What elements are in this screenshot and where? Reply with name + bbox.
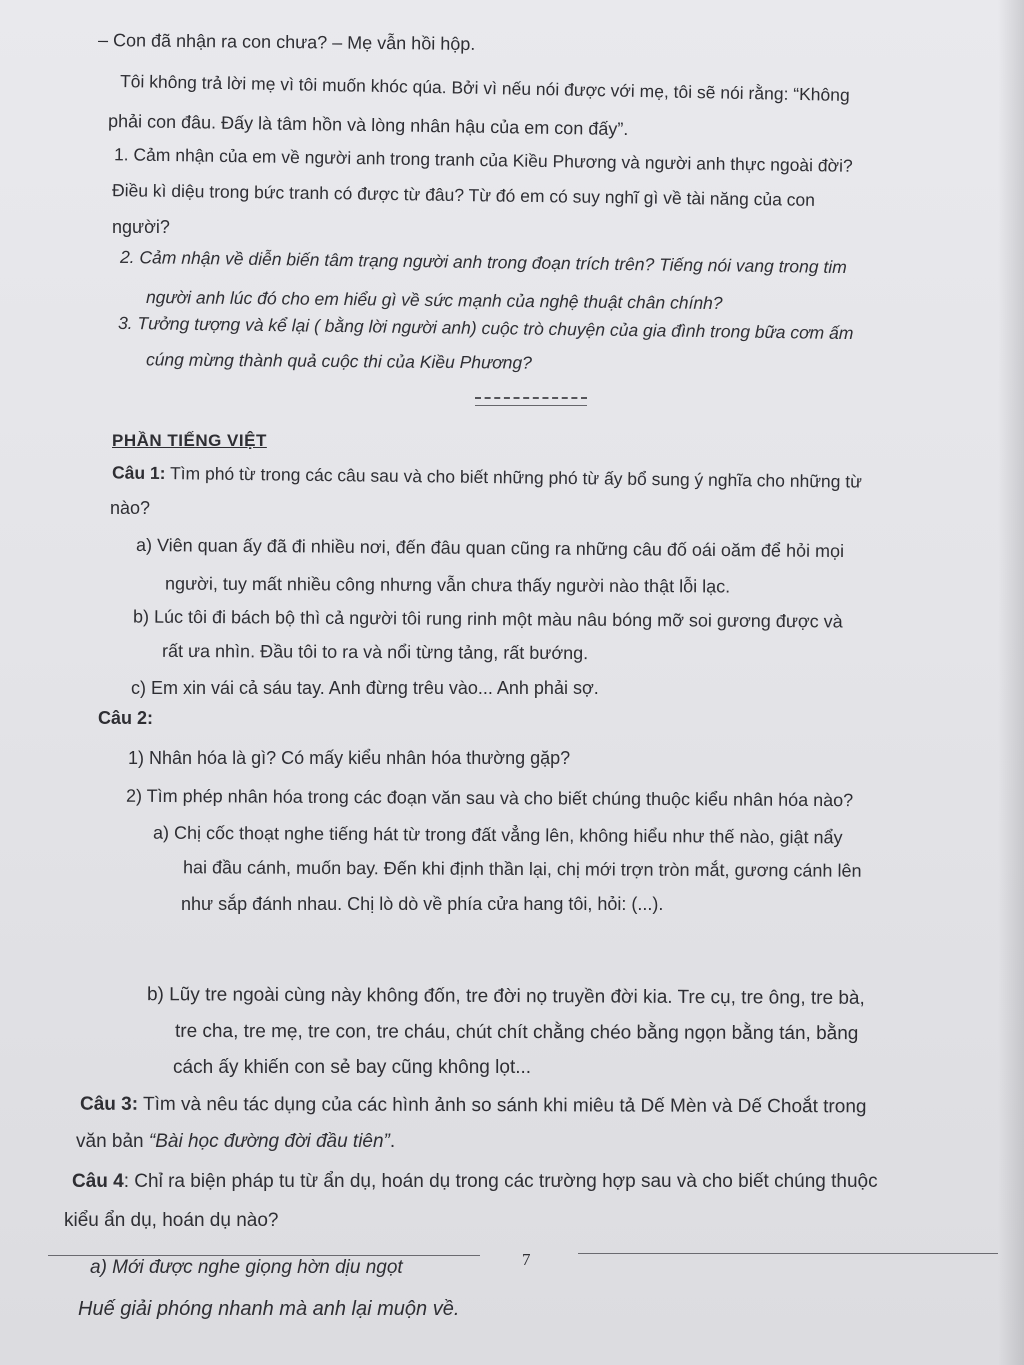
cau2-a-line-3: như sắp đánh nhau. Chị lò dò về phía cửa hang tôi, hỏi: (...). xyxy=(181,894,664,914)
cau3-text-title: “Bài học đường đời đầu tiên” xyxy=(148,1131,390,1152)
section-divider xyxy=(475,397,587,399)
cau3-text-prefix: văn bản xyxy=(76,1131,149,1152)
cau2-a-line-2: hai đầu cánh, muốn bay. Đến khi định thần lại, chị mới trợn tròn mắt, gương cánh lên xyxy=(182,857,862,881)
cau2-item-1: 1) Nhân hóa là gì? Có mấy kiểu nhân hóa thường gặp? xyxy=(128,748,571,768)
cau1-label: Câu 1: xyxy=(111,462,166,484)
cau2-a-line-1: a) Chị cốc thoạt nghe tiếng hát từ trong đất vẳng lên, không hiểu như thế nào, giật nẩy xyxy=(152,822,843,848)
cau3-label: Câu 3: xyxy=(79,1093,139,1115)
story-line-2: Tôi không trả lời mẹ vì tôi muốn khóc qúa. Bởi vì nếu nói được với mẹ, tôi sẽ nói rằng: “Không xyxy=(119,70,850,106)
cau4-label: Câu 4 xyxy=(72,1171,124,1192)
cau4-line-1 xyxy=(72,1170,878,1194)
cau3-text-suffix: . xyxy=(389,1131,396,1152)
reading-question-1-line-1: 1. Cảm nhận của em về người anh trong tranh của Kiều Phương và người anh thực ngoài đời? xyxy=(113,144,853,176)
cau2-b-line-3: cách ấy khiến con sẻ bay cũng không lọt... xyxy=(173,1057,532,1078)
cau4-a-line-1: a) Mới được nghe giọng hờn dịu ngọt xyxy=(90,1257,403,1278)
cau1-a-line-1: a) Viên quan ấy đã đi nhiều nơi, đến đâu quan cũng ra những câu đố oái oăm để hỏi mọi xyxy=(135,534,845,562)
cau4-text: : Chỉ ra biện pháp tu từ ẩn dụ, hoán dụ trong các trường hợp sau và cho biết chúng thuộc xyxy=(123,1171,878,1192)
cau1-c-line-1: c) Em xin vái cả sáu tay. Anh đừng trêu vào... Anh phải sợ. xyxy=(131,678,599,698)
section-heading: PHẦN TIẾNG VIỆT xyxy=(112,431,267,450)
page-number: 7 xyxy=(522,1250,531,1269)
cau2-b-line-1: b) Lũy tre ngoài cùng này không đốn, tre đời nọ truyền đời kia. Tre cụ, tre ông, tre bà, xyxy=(146,984,865,1009)
cau3-line-2 xyxy=(76,1130,395,1154)
cau1-a-line-2: người, tuy mất nhiều công nhưng vẫn chưa thấy người nào thật lỗi lạc. xyxy=(164,573,731,597)
cau3-text: Tìm và nêu tác dụng của các hình ảnh so sánh khi miêu tả Dế Mèn và Dế Choắt trong xyxy=(138,1093,867,1118)
cau3-line-1 xyxy=(80,1093,867,1120)
cau2-b-line-2: tre cha, tre mẹ, tre con, tre cháu, chút chít chằng chéo bằng ngọn bằng tán, bằng xyxy=(174,1020,859,1045)
reading-question-1-line-3: người? xyxy=(112,217,170,237)
cau2-label: Câu 2: xyxy=(98,708,154,728)
page-edge-shadow xyxy=(998,0,1024,1365)
cau1-line-2: nào? xyxy=(110,498,151,518)
reading-question-3-line-1: 3. Tưởng tượng và kể lại ( bằng lời người anh) cuộc trò chuyện của gia đình trong bữa cơm ấm xyxy=(117,312,854,344)
cau1-line-1 xyxy=(112,460,862,493)
cau2-item-2: 2) Tìm phép nhân hóa trong các đoạn văn sau và cho biết chúng thuộc kiểu nhân hóa nào? xyxy=(125,785,854,811)
reading-question-1-line-2: Điều kì diệu trong bức tranh có được từ đâu? Từ đó em có suy nghĩ gì về tài năng của con xyxy=(111,180,816,210)
reading-question-2-line-2: người anh lúc đó cho em hiểu gì về sức mạnh của nghệ thuật chân chính? xyxy=(145,286,723,314)
reading-question-2-line-1: 2. Cảm nhận về diễn biến tâm trạng người anh trong đoạn trích trên? Tiếng nói vang trong tim xyxy=(119,246,847,278)
story-line-1: – Con đã nhận ra con chưa? – Mẹ vẫn hồi hộp. xyxy=(97,30,476,54)
reading-question-3-line-2: cúng mừng thành quả cuộc thi của Kiều Phương? xyxy=(145,349,533,373)
cau1-text: Tìm phó từ trong các câu sau và cho biết những phó từ ấy bổ sung ý nghĩa cho những từ xyxy=(165,463,863,492)
cau4-line-2: kiểu ẩn dụ, hoán dụ nào? xyxy=(64,1210,279,1231)
cau1-b-line-2: rất ưa nhìn. Đầu tôi to ra và nổi từng tảng, rất bướng. xyxy=(161,640,589,664)
cau1-b-line-1: b) Lúc tôi đi bách bộ thì cả người tôi rung rinh một màu nâu bóng mỡ soi gương được và xyxy=(132,606,843,632)
section-divider-underline xyxy=(475,405,587,406)
story-line-3: phải con đâu. Đấy là tâm hồn và lòng nhân hậu của em con đấy”. xyxy=(107,110,629,140)
footer-rule-right xyxy=(578,1253,998,1254)
cau4-a-line-2: Huế giải phóng nhanh mà anh lại muộn về. xyxy=(78,1298,460,1320)
